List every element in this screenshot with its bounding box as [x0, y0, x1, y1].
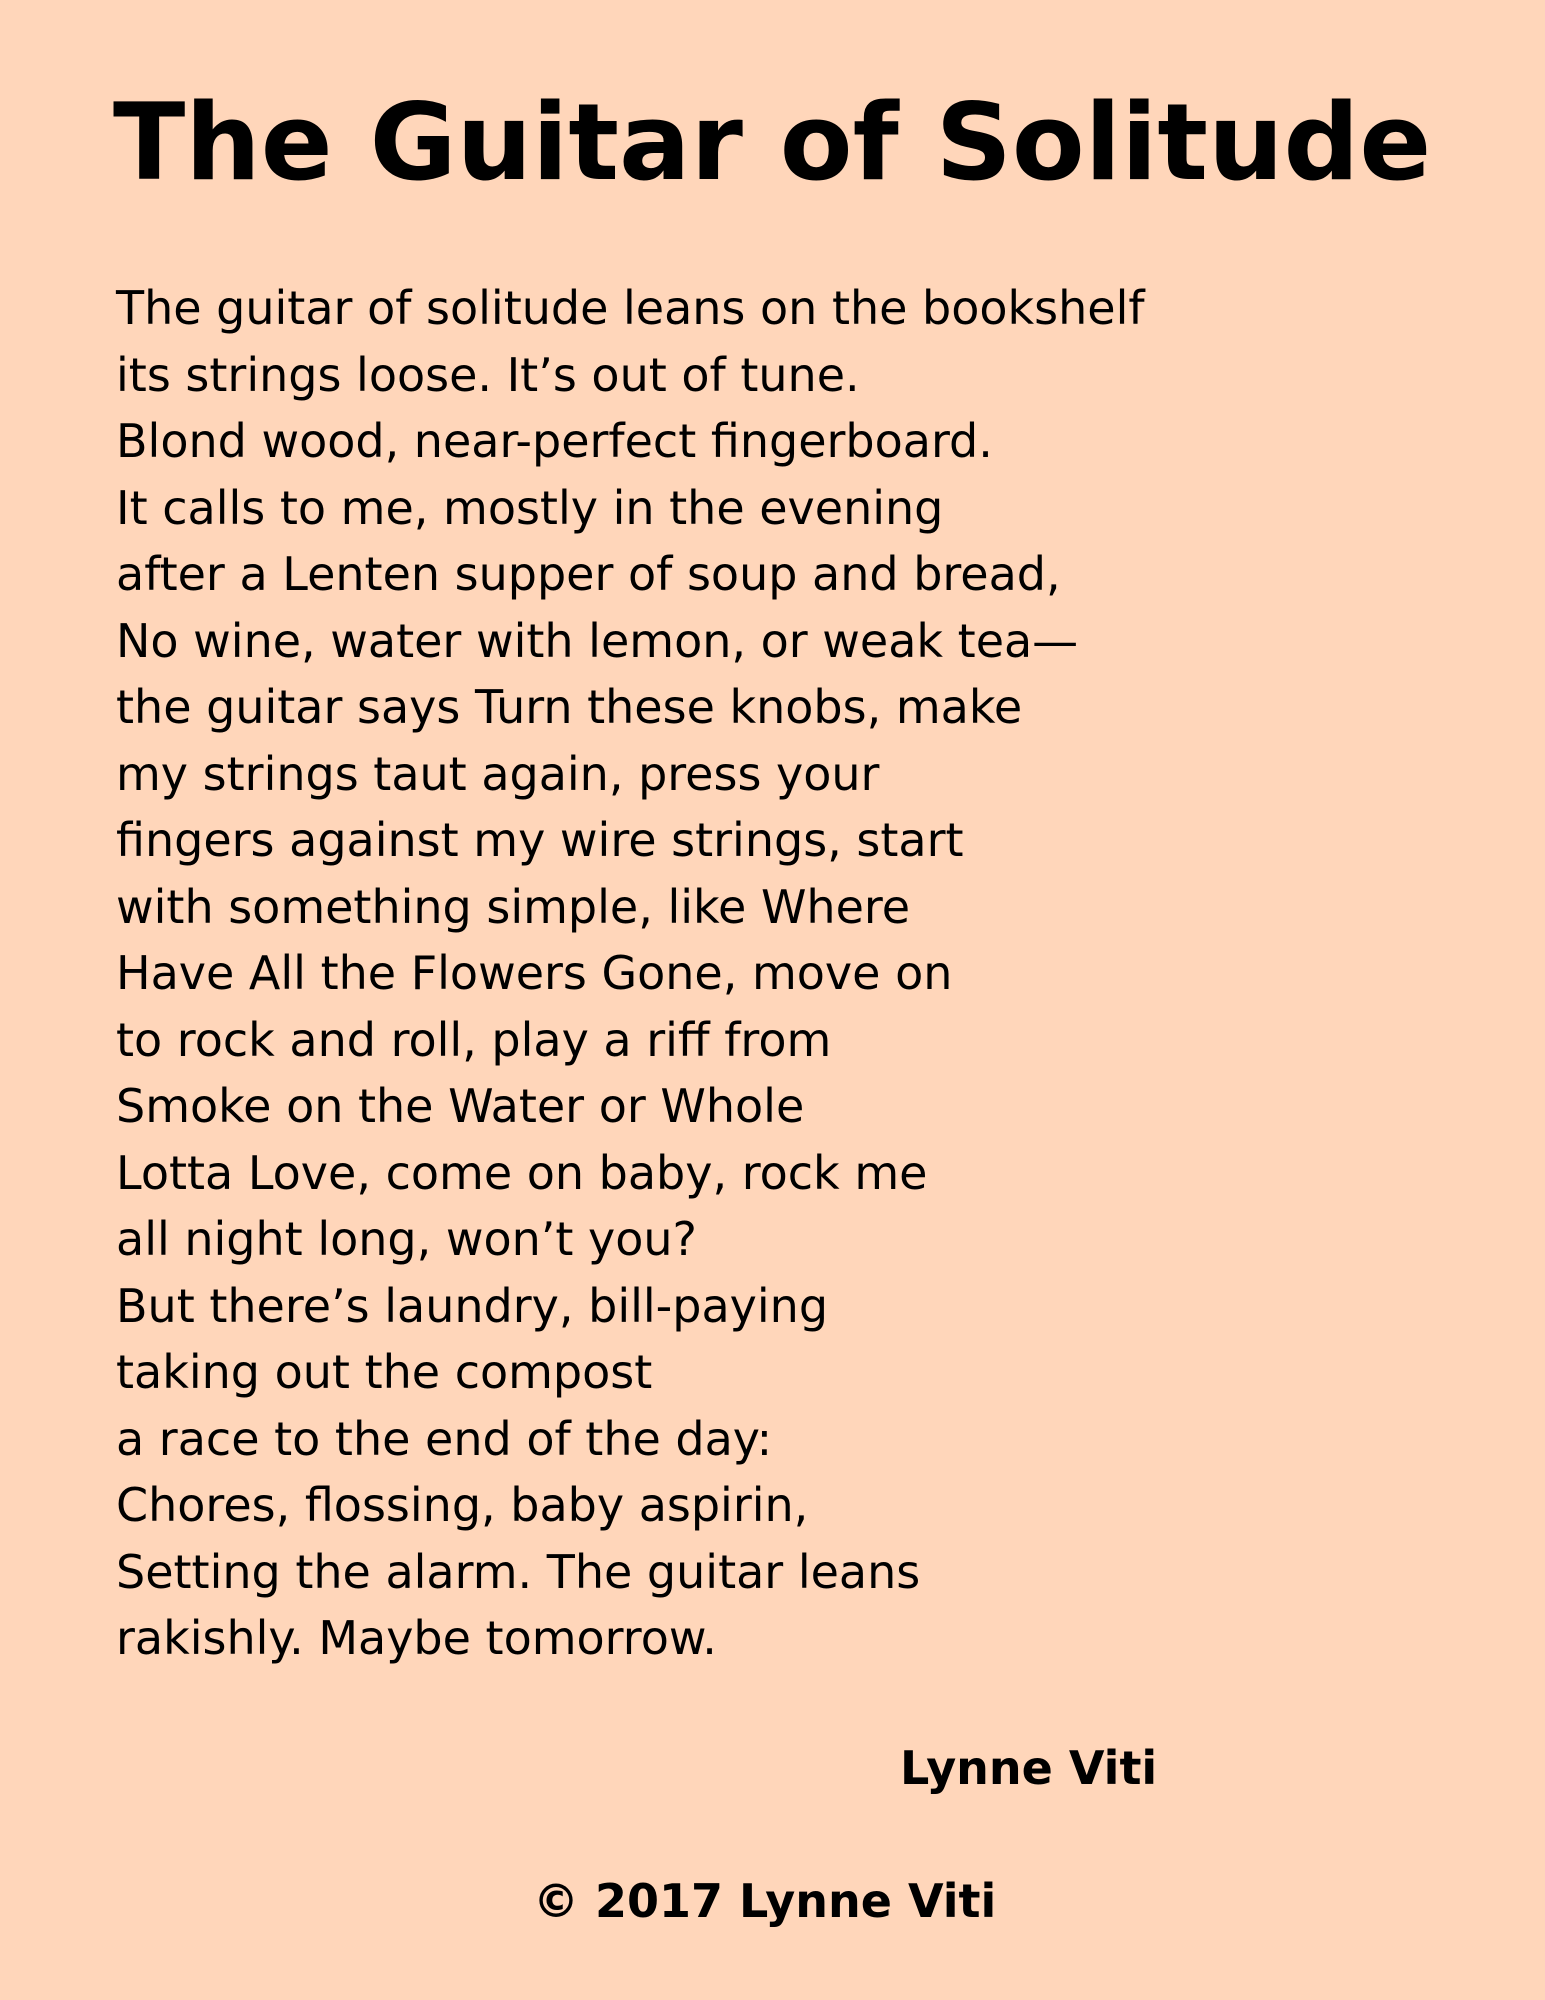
poem-line: to rock and roll, play a riff from [116, 1012, 832, 1067]
poem-line: the guitar says Turn these knobs, make [116, 680, 1023, 734]
poem-line: No wine, water with lemon, or weak tea— [116, 613, 1079, 668]
poem-line: after a Lenten supper of soup and bread, [116, 547, 1061, 601]
poem-line: It calls to me, mostly in the evening [116, 480, 944, 535]
poem-line: Blond wood, near-perfect fingerboard. [116, 414, 993, 468]
poem-line: all night long, won’t you? [116, 1212, 697, 1266]
author-name: Lynne Viti [900, 1741, 1158, 1795]
poem-line: taking out the compost [116, 1345, 653, 1399]
poem-line: Lotta Love, come on baby, rock me [116, 1145, 928, 1200]
poem-line: a race to the end of the day: [116, 1411, 773, 1466]
poem-line: Setting the alarm. The guitar leans [116, 1544, 921, 1599]
poem-line: my strings taut again, press your [116, 746, 880, 801]
copyright-notice: © 2017 Lynne Viti [533, 1874, 997, 1928]
poem-line: rakishly. Maybe tomorrow. [116, 1611, 717, 1665]
poem-line: Have All the Flowers Gone, move on [116, 946, 953, 1000]
poem-line: Smoke on the Water or Whole [116, 1079, 805, 1133]
poem-line: its strings loose. It’s out of tune. [116, 347, 860, 402]
poem-line: Chores, flossing, baby aspirin, [116, 1478, 809, 1532]
poem-line: But there’s laundry, bill-paying [116, 1278, 829, 1333]
poem-line: with something simple, like Where [116, 879, 911, 934]
poem-line: fingers against my wire strings, start [116, 813, 964, 867]
poem-title: The Guitar of Solitude [113, 81, 1432, 204]
poem-line: The guitar of solitude leans on the bookshelf [116, 281, 1145, 335]
poem-body [116, 275, 1145, 1672]
